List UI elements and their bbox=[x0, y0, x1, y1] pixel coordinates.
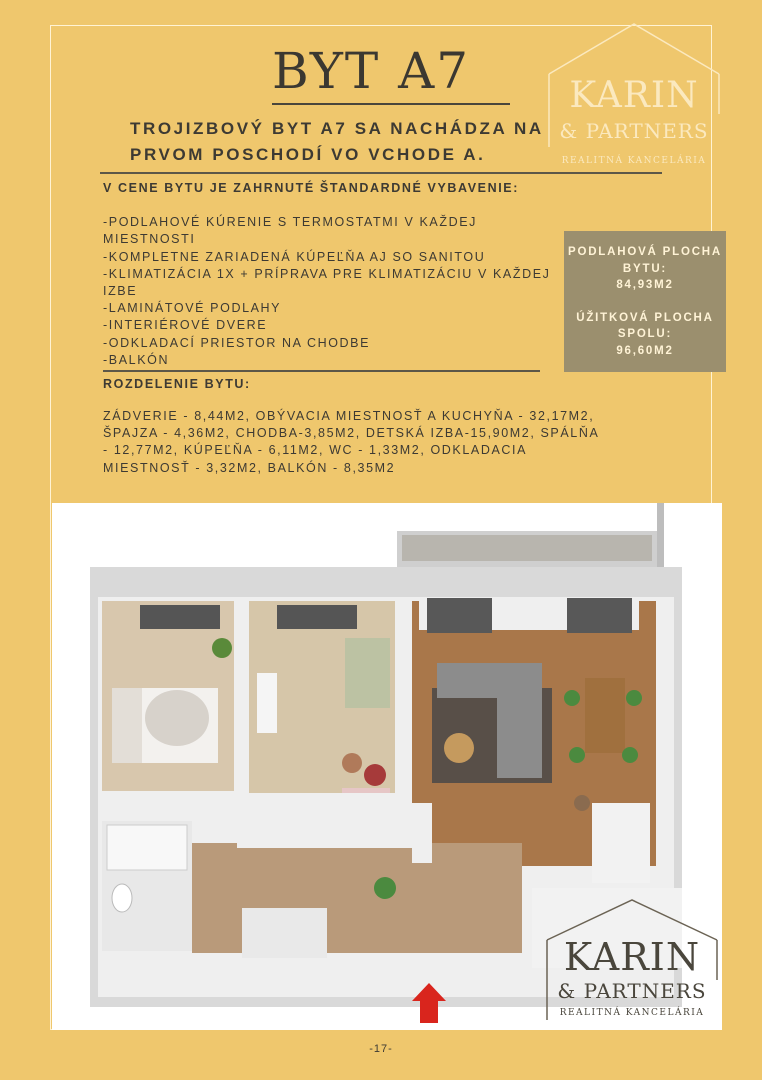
subtitle-divider bbox=[100, 172, 662, 174]
logo-name: KARIN bbox=[563, 935, 701, 979]
equipment-divider bbox=[103, 370, 540, 372]
equipment-item: -LAMINÁTOVÉ PODLAHY bbox=[103, 301, 282, 316]
equipment-item: -BALKÓN bbox=[103, 352, 170, 367]
equipment-heading: V CENE BYTU JE ZAHRNUTÉ ŠTANDARDNÉ VYBAVENIE: bbox=[103, 181, 520, 195]
logo-top bbox=[545, 22, 723, 166]
title-underline bbox=[272, 103, 510, 105]
logo-tagline: REALITNÁ KANCELÁRIA bbox=[559, 1008, 705, 1018]
layout-text: ZÁDVERIE - 8,44M2, OBÝVACIA MIESTNOSŤ A KUCHYŇA - 32,17M2, ŠPAJZA - 4,36M2, CHODBA-3,85M2, DETSKÁ IZBA-15,90M2, SPÁLŇA - 12,77M2, KÚPEĽŇA - 6,11M2, WC - 1,33M2, ODKLADACIA MIESTNOSŤ - 3,32M2, BALKÓN - 8,35M2 bbox=[103, 409, 599, 475]
floor-area-label: PODLAHOVÁ PLOCHA BYTU: bbox=[567, 246, 723, 275]
equipment-item: -ODKLADACÍ PRIESTOR NA CHODBE bbox=[103, 335, 371, 350]
equipment-item: -KLIMATIZÁCIA 1X + PRÍPRAVA PRE KLIMATIZÁCIU V KAŽDEJ IZBE bbox=[103, 266, 551, 299]
page-title: BYT A7 bbox=[272, 42, 471, 100]
logo-name: KARIN bbox=[569, 75, 699, 116]
layout-heading: ROZDELENIE BYTU: bbox=[103, 377, 251, 391]
area-box bbox=[564, 231, 726, 372]
logo-partners: & PARTNERS bbox=[559, 119, 709, 143]
logo-tagline: REALITNÁ KANCELÁRIA bbox=[561, 156, 707, 166]
logo-bottom bbox=[543, 898, 721, 1025]
equipment-item: -PODLAHOVÉ KÚRENIE S TERMOSTATMI V KAŽDEJ MIESTNOSTI bbox=[103, 215, 477, 247]
equipment-section bbox=[103, 180, 573, 369]
hallway-floor bbox=[192, 843, 522, 953]
floor-area-value: 84,93M2 bbox=[616, 279, 674, 291]
equipment-item: -KOMPLETNE ZARIADENÁ KÚPEĽŇA AJ SO SANITOU bbox=[103, 249, 486, 264]
page-number: -17- bbox=[369, 1043, 393, 1055]
equipment-item: -INTERIÉROVÉ DVERE bbox=[103, 318, 268, 333]
logo-partners: & PARTNERS bbox=[557, 979, 707, 1003]
page-subtitle: TROJIZBOVÝ BYT A7 SA NACHÁDZA NA PRVOM POSCHODÍ VO VCHODE A. bbox=[130, 119, 544, 164]
usable-area-label: ÚŽITKOVÁ PLOCHA SPOLU: bbox=[576, 311, 714, 340]
usable-area-value: 96,60M2 bbox=[616, 344, 674, 357]
